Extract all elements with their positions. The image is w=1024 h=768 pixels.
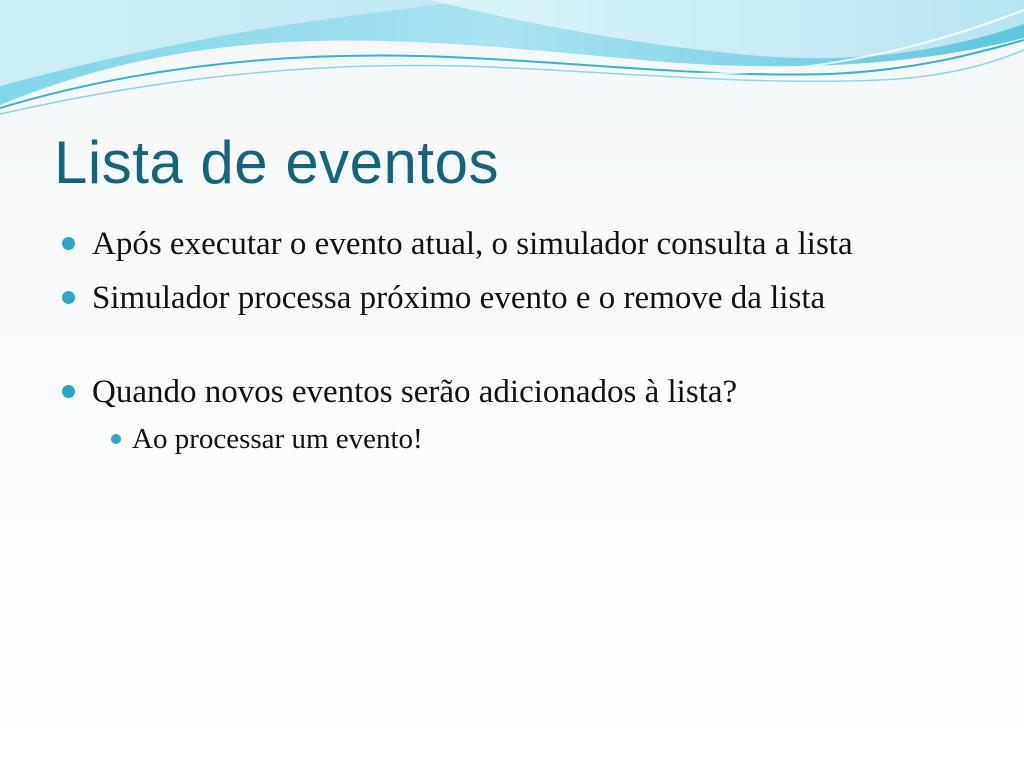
slide-title: Lista de eventos	[54, 129, 499, 196]
bullet-dot-icon	[62, 237, 75, 250]
bullet-item	[60, 276, 990, 320]
header-wave-decoration	[0, 0, 1024, 130]
sub-bullet-list	[92, 418, 990, 460]
bullet-text: Simulador processa próximo evento e o remove da lista	[92, 280, 826, 316]
bullet-dot-icon	[62, 291, 75, 304]
sub-bullet-text: Ao processar um evento!	[132, 423, 423, 455]
sub-bullet-item	[92, 418, 990, 460]
sub-bullet-dot-icon	[111, 434, 121, 444]
bullet-item	[60, 222, 990, 266]
bullet-dot-icon	[62, 385, 75, 398]
bullet-text: Quando novos eventos serão adicionados à lista?	[92, 374, 738, 410]
bullet-list	[60, 222, 990, 460]
bullet-item	[60, 370, 990, 460]
bullet-text: Após executar o evento atual, o simulador consulta a lista	[92, 226, 853, 262]
